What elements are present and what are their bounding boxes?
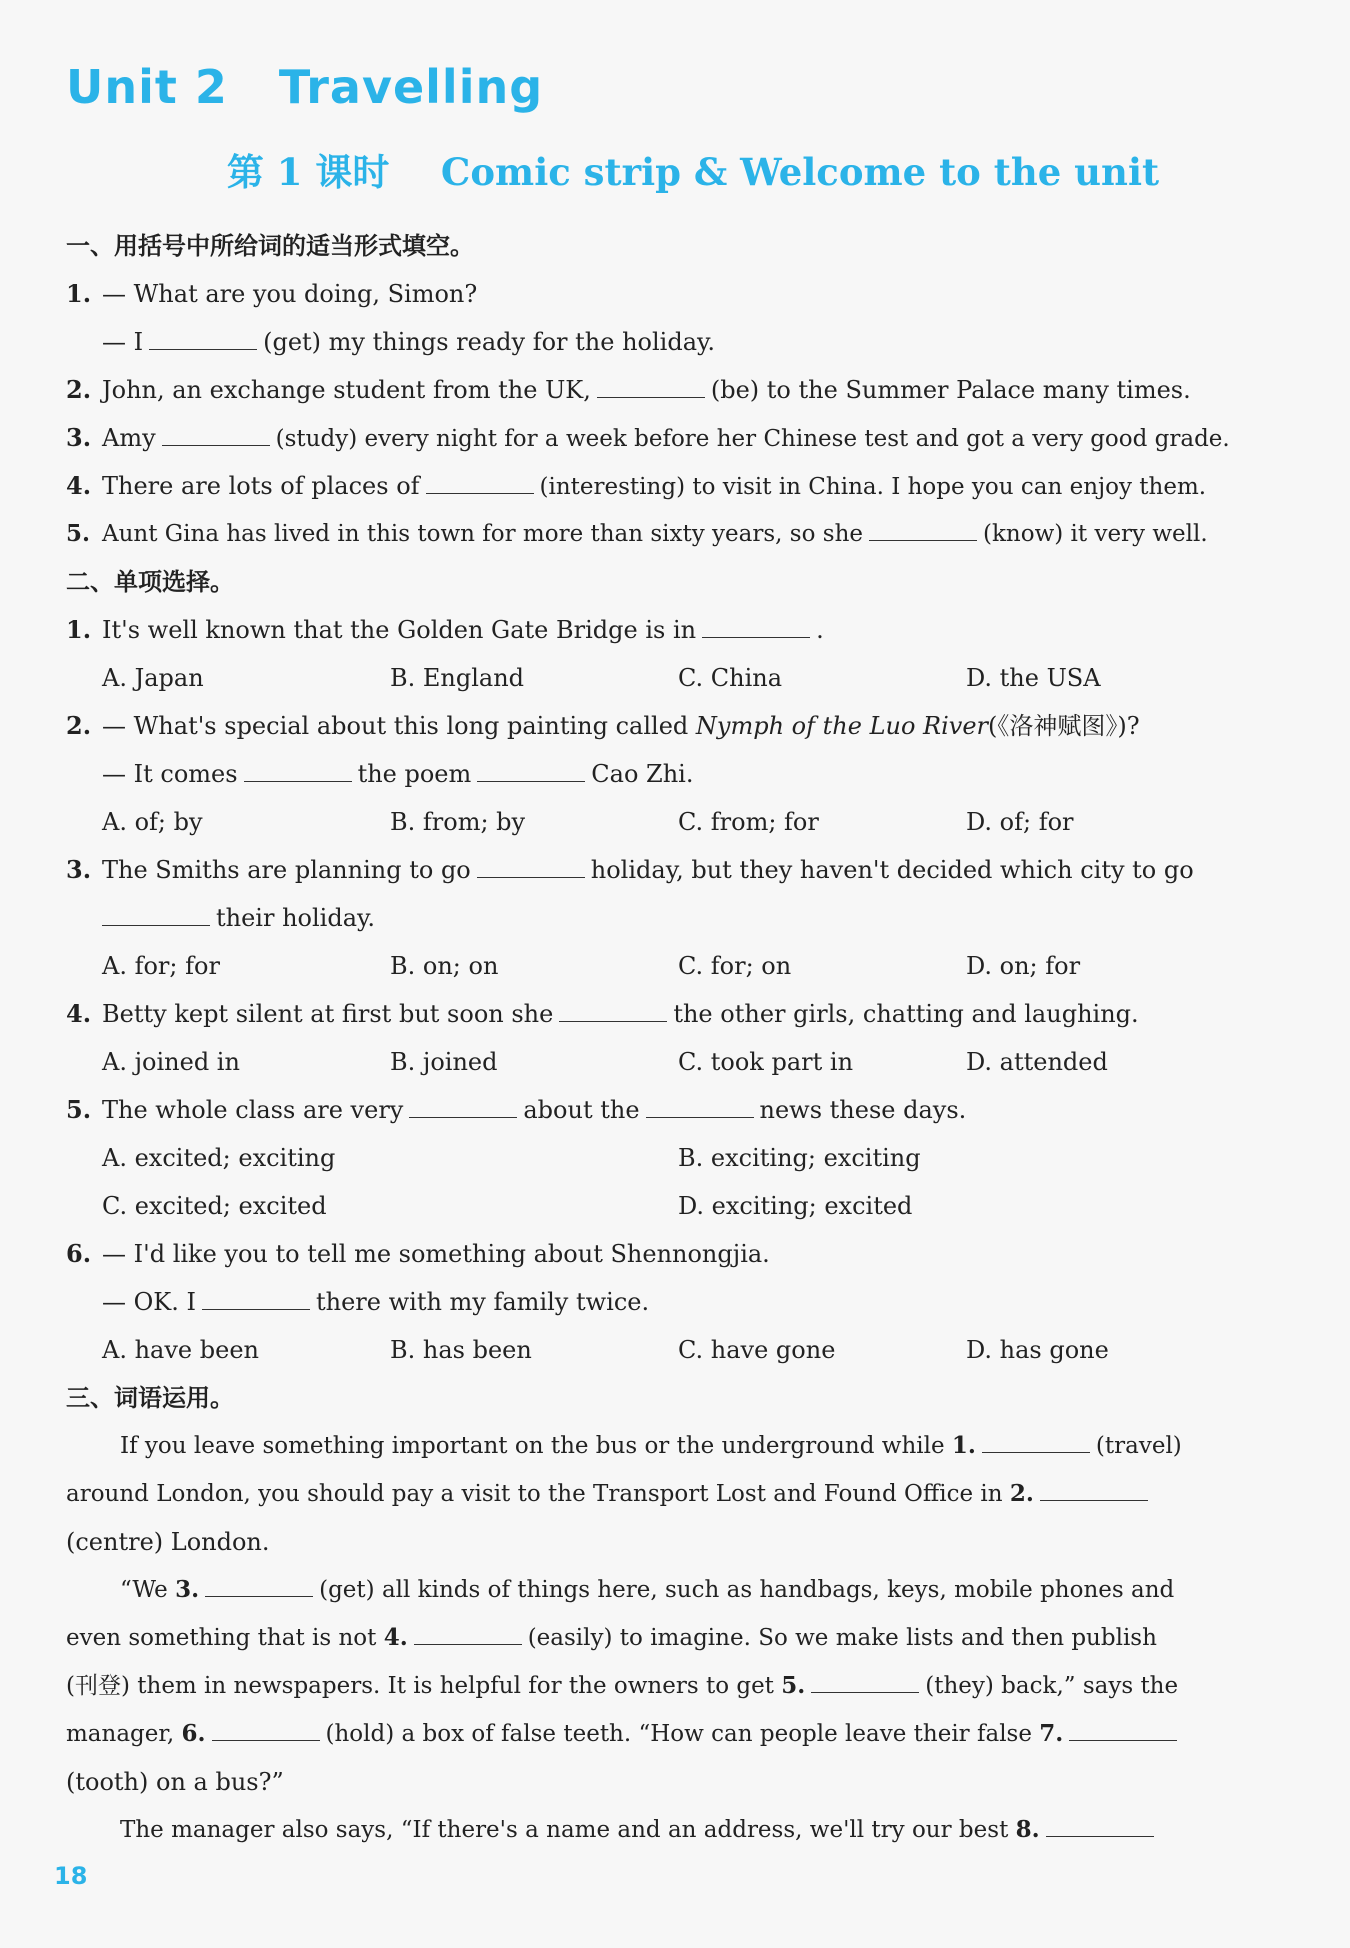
option-a[interactable]: A. have been xyxy=(102,1336,259,1364)
question-text: — What are you doing, Simon? xyxy=(102,280,478,308)
option-c[interactable]: C. have gone xyxy=(678,1336,836,1364)
question-text: about the xyxy=(523,1096,640,1124)
s2-q6-line2 xyxy=(66,1278,1260,1326)
passage-text: (they) back,” says the xyxy=(925,1673,1179,1699)
option-d[interactable]: D. has gone xyxy=(966,1336,1109,1364)
passage-text: (easily) to imagine. So we make lists and then publish xyxy=(527,1625,1157,1651)
passage-text: around London, you should pay a visit to the Transport Lost and Found Office in xyxy=(66,1481,1003,1507)
s2-q3-line2 xyxy=(66,894,1260,942)
answer-blank[interactable] xyxy=(982,1432,1090,1453)
blank-number: 7. xyxy=(1039,1720,1064,1747)
question-text: — What's special about this long painting called xyxy=(102,712,689,740)
s2-q5-options-row1 xyxy=(66,1134,1260,1182)
blank-number: 6. xyxy=(181,1720,206,1747)
question-text: (interesting) to visit in China. I hope you can enjoy them. xyxy=(539,474,1207,500)
answer-blank[interactable] xyxy=(212,1720,320,1741)
option-b[interactable]: B. exciting; exciting xyxy=(678,1144,921,1172)
s3-line9 xyxy=(66,1806,1260,1854)
s2-q3-line1 xyxy=(66,846,1260,894)
s1-q3 xyxy=(66,414,1260,462)
s1-q1-line2 xyxy=(66,318,1260,366)
question-text: — OK. I xyxy=(102,1288,196,1316)
passage-text: The manager also says, “If there's a name and an address, we'll try our best xyxy=(120,1817,1009,1843)
s3-line1 xyxy=(66,1422,1260,1470)
question-text: Amy xyxy=(102,424,156,452)
question-number: 5. xyxy=(66,520,91,547)
s3-line5 xyxy=(66,1614,1260,1662)
option-c[interactable]: C. excited; excited xyxy=(102,1192,327,1220)
question-text: Betty kept silent at first but soon she xyxy=(102,1000,554,1028)
question-text: It's well known that the Golden Gate Bridge is in xyxy=(102,616,697,644)
question-text: (be) to the Summer Palace many times. xyxy=(710,376,1191,404)
page-number: 18 xyxy=(54,1862,88,1890)
answer-blank[interactable] xyxy=(149,329,257,350)
blank-number: 5. xyxy=(781,1672,806,1699)
question-number: 4. xyxy=(66,471,92,500)
s3-line3 xyxy=(66,1518,1260,1566)
blank-number: 8. xyxy=(1015,1816,1040,1843)
question-number: 6. xyxy=(66,1239,92,1268)
option-d[interactable]: D. the USA xyxy=(966,664,1101,692)
option-a[interactable]: A. of; by xyxy=(102,808,203,836)
question-text: Cao Zhi. xyxy=(591,760,694,788)
answer-blank[interactable] xyxy=(477,857,585,878)
answer-blank[interactable] xyxy=(559,1001,667,1022)
passage-text: (travel) xyxy=(1095,1433,1182,1459)
passage-text: (get) all kinds of things here, such as handbags, keys, mobile phones and xyxy=(319,1577,1175,1603)
s2-q6-options xyxy=(66,1326,1260,1374)
question-text: (study) every night for a week before her Chinese test and got a very good grade. xyxy=(275,426,1230,452)
s2-q2-line2 xyxy=(66,750,1260,798)
option-b[interactable]: B. from; by xyxy=(390,808,526,836)
answer-blank[interactable] xyxy=(1046,1816,1154,1837)
option-a[interactable]: A. Japan xyxy=(102,664,204,692)
passage-text: If you leave something important on the bus or the underground while xyxy=(120,1433,945,1459)
question-text: The whole class are very xyxy=(102,1096,404,1124)
answer-blank[interactable] xyxy=(162,425,270,446)
answer-blank[interactable] xyxy=(1069,1720,1177,1741)
question-number: 2. xyxy=(66,711,92,740)
s3-line6 xyxy=(66,1662,1260,1710)
passage-text: “We xyxy=(120,1577,168,1603)
answer-blank[interactable] xyxy=(646,1097,754,1118)
option-d[interactable]: D. of; for xyxy=(966,808,1074,836)
s2-q2-line1 xyxy=(66,702,1260,750)
passage-text: (centre) London. xyxy=(66,1528,270,1556)
s2-q4 xyxy=(66,990,1260,1038)
question-text: Aunt Gina has lived in this town for more than sixty years, so she xyxy=(102,521,863,547)
question-number: 1. xyxy=(66,279,92,308)
lesson-title: 第 1 课时 Comic strip & Welcome to the unit xyxy=(226,150,1160,194)
question-text: there with my family twice. xyxy=(315,1288,650,1316)
answer-blank[interactable] xyxy=(811,1672,919,1693)
question-text: . xyxy=(816,616,824,644)
question-text: — It comes xyxy=(102,760,238,788)
s3-line7 xyxy=(66,1710,1260,1758)
question-number: 3. xyxy=(66,423,92,452)
answer-blank[interactable] xyxy=(869,520,977,541)
option-a[interactable]: A. for; for xyxy=(102,952,220,980)
option-b[interactable]: B. has been xyxy=(390,1336,532,1364)
question-text: the other girls, chatting and laughing. xyxy=(673,1000,1139,1028)
question-text: their holiday. xyxy=(216,904,376,932)
passage-text: (tooth) on a bus?” xyxy=(66,1768,284,1796)
s3-line2 xyxy=(66,1470,1260,1518)
s3-line8 xyxy=(66,1758,1260,1806)
question-number: 1. xyxy=(66,615,92,644)
answer-blank[interactable] xyxy=(102,905,210,926)
passage-text: (hold) a box of false teeth. “How can people leave their false xyxy=(325,1721,1032,1747)
question-text: holiday, but they haven't decided which city to go xyxy=(590,856,1194,884)
s2-q4-options xyxy=(66,1038,1260,1086)
question-text: news these days. xyxy=(759,1096,967,1124)
section1-heading: 一、用括号中所给词的适当形式填空。 xyxy=(66,232,474,260)
option-b[interactable]: B. England xyxy=(390,664,525,692)
answer-blank[interactable] xyxy=(702,617,810,638)
answer-blank[interactable] xyxy=(414,1624,522,1645)
passage-text: (刊登) them in newspapers. It is helpful for the owners to get xyxy=(66,1673,774,1699)
question-number: 2. xyxy=(66,375,92,404)
s1-q2 xyxy=(66,366,1260,414)
s2-q6-line1 xyxy=(66,1230,1260,1278)
s2-q5-options-row2 xyxy=(66,1182,1260,1230)
blank-number: 3. xyxy=(175,1576,200,1603)
answer-blank[interactable] xyxy=(477,761,585,782)
passage-text: manager, xyxy=(66,1721,175,1747)
option-c[interactable]: C. China xyxy=(678,664,783,692)
question-text: There are lots of places of xyxy=(102,472,420,500)
option-d[interactable]: D. exciting; excited xyxy=(678,1192,913,1220)
s2-q2-options xyxy=(66,798,1260,846)
option-b[interactable]: B. joined xyxy=(390,1048,498,1076)
s3-line4 xyxy=(66,1566,1260,1614)
option-c[interactable]: C. for; on xyxy=(678,952,792,980)
option-c[interactable]: C. from; for xyxy=(678,808,819,836)
question-text: (get) my things ready for the holiday. xyxy=(263,328,715,356)
question-number: 3. xyxy=(66,855,92,884)
question-text: the poem xyxy=(357,760,472,788)
s2-q1 xyxy=(66,606,1260,654)
option-d[interactable]: D. on; for xyxy=(966,952,1081,980)
answer-blank[interactable] xyxy=(202,1289,310,1310)
answer-blank[interactable] xyxy=(1040,1480,1148,1501)
s1-q4 xyxy=(66,462,1260,510)
option-d[interactable]: D. attended xyxy=(966,1048,1108,1076)
question-text: — I xyxy=(102,328,144,356)
answer-blank[interactable] xyxy=(409,1097,517,1118)
option-a[interactable]: A. joined in xyxy=(102,1048,240,1076)
answer-blank[interactable] xyxy=(205,1576,313,1597)
s2-q5 xyxy=(66,1086,1260,1134)
question-text: The Smiths are planning to go xyxy=(102,856,471,884)
question-text: (know) it very well. xyxy=(983,521,1208,547)
answer-blank[interactable] xyxy=(244,761,352,782)
s2-q1-options xyxy=(66,654,1260,702)
blank-number: 4. xyxy=(383,1624,408,1651)
answer-blank[interactable] xyxy=(597,377,705,398)
option-a[interactable]: A. excited; exciting xyxy=(102,1144,336,1172)
question-text: (《洛神赋图》)? xyxy=(988,712,1140,740)
answer-blank[interactable] xyxy=(426,473,534,494)
s1-q5 xyxy=(66,510,1260,558)
option-c[interactable]: C. took part in xyxy=(678,1048,854,1076)
section2-heading: 二、单项选择。 xyxy=(66,568,234,596)
section3-heading: 三、词语运用。 xyxy=(66,1384,234,1412)
option-b[interactable]: B. on; on xyxy=(390,952,499,980)
unit-title: Unit 2 Travelling xyxy=(66,60,544,114)
passage-text: even something that is not xyxy=(66,1625,377,1651)
question-text: — I'd like you to tell me something about Shennongjia. xyxy=(102,1240,770,1268)
blank-number: 2. xyxy=(1009,1480,1034,1507)
s2-q3-options xyxy=(66,942,1260,990)
s1-q1-line1 xyxy=(66,270,1260,318)
painting-title: Nymph of the Luo River xyxy=(695,712,989,740)
question-text: John, an exchange student from the UK, xyxy=(102,376,591,404)
question-number: 4. xyxy=(66,999,92,1028)
blank-number: 1. xyxy=(951,1432,976,1459)
question-number: 5. xyxy=(66,1095,92,1124)
